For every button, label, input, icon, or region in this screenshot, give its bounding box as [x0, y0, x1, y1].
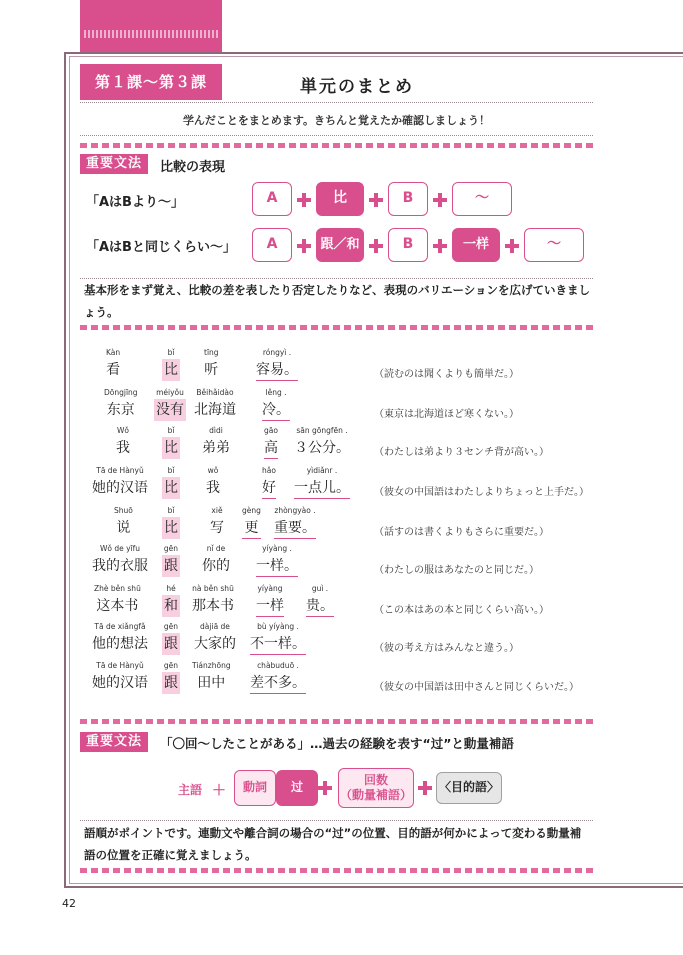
pinyin: Dōngjīng	[104, 388, 138, 397]
translation: （彼女の中国語はわたしよりちょっと上手だ。）	[374, 487, 589, 498]
hanzi: 比	[162, 477, 180, 499]
example-word	[92, 465, 148, 499]
pinyin: gēn	[163, 622, 179, 631]
pinyin: zhòngyào .	[274, 506, 316, 515]
hanzi: 她的汉语	[92, 675, 148, 691]
hanzi: 听	[204, 362, 219, 378]
hanzi: 跟	[162, 555, 180, 577]
header-tab-strip	[80, 0, 222, 52]
hanzi: 容易。	[256, 359, 298, 381]
hanzi: 更	[242, 517, 261, 539]
hanzi: 比	[162, 517, 180, 539]
plus-icon	[369, 193, 383, 207]
example-word	[256, 583, 284, 617]
example-word	[192, 583, 234, 617]
section1-title: 比較の表現	[160, 160, 226, 175]
intro-text: 学んだことをまとめます。きちんと覚えたか確認しましょう！	[182, 114, 491, 127]
hanzi: 我	[116, 440, 130, 456]
example-word	[162, 543, 180, 577]
example-word	[256, 347, 298, 381]
pinyin: dàjiā de	[200, 622, 230, 631]
example-word	[210, 505, 224, 539]
plus-sign: ＋	[212, 783, 226, 799]
pinyin: bù yíyàng .	[257, 622, 299, 631]
hanzi: 比	[162, 437, 180, 459]
hanzi: 一样	[256, 595, 284, 617]
subject-label: 主語	[178, 783, 203, 797]
translation: （話すのは書くよりもさらに重要だ。）	[374, 527, 549, 538]
pinyin: Zhè běn shū	[94, 584, 141, 593]
hanzi: 贵。	[306, 595, 334, 617]
example-word	[114, 505, 133, 539]
pinyin: hé	[166, 584, 176, 593]
example-word	[162, 505, 180, 539]
hanzi: 大家的	[194, 636, 236, 652]
pinyin: gèng	[242, 506, 261, 515]
count-label: 回数	[363, 773, 388, 787]
section1-top-stripe	[80, 143, 593, 148]
example-row	[86, 621, 596, 659]
pinyin: Tā de Hànyǔ	[96, 661, 144, 670]
hanzi: 说	[116, 520, 131, 536]
pattern2-box-yiyang: 一样	[452, 228, 500, 262]
pinyin: bǐ	[167, 348, 175, 357]
plus-icon	[433, 193, 447, 207]
example-word	[194, 387, 236, 421]
hanzi: 一样。	[256, 555, 298, 577]
translation: （わたしの服はあなたのと同じだ。）	[374, 565, 539, 576]
example-word	[162, 347, 180, 381]
translation: （わたしは弟より３センチ背が高い。）	[374, 447, 549, 458]
hanzi: 重要。	[274, 517, 316, 539]
example-word	[92, 543, 148, 577]
pattern1-box-bi: 比	[316, 182, 364, 216]
pinyin: hǎo	[262, 466, 276, 475]
example-word	[92, 660, 148, 694]
example-word	[162, 465, 180, 499]
plus-icon	[297, 193, 311, 207]
hanzi: 看	[106, 362, 121, 378]
example-word	[202, 543, 230, 577]
hanzi: 好	[262, 477, 276, 499]
hanzi: 她的汉语	[92, 480, 148, 496]
pinyin: gēn	[163, 544, 179, 553]
example-word	[162, 660, 180, 694]
plus-icon	[297, 239, 311, 253]
example-word	[194, 621, 236, 655]
verb-box: 動詞	[234, 770, 276, 806]
hanzi: 一点儿。	[294, 477, 350, 499]
guo-box: 过	[276, 770, 318, 806]
translation: （この本はあの本と同じくらい高い。）	[374, 605, 549, 616]
example-word	[204, 347, 219, 381]
pattern1-label: 「AはBより～」	[86, 195, 184, 210]
plus-icon	[318, 781, 332, 795]
example-word	[154, 387, 186, 421]
hanzi: 弟弟	[202, 440, 230, 456]
example-row	[86, 505, 596, 543]
hanzi: 跟	[162, 672, 180, 694]
title-divider	[80, 102, 593, 103]
pinyin: lěng .	[265, 388, 287, 397]
hanzi: 我	[206, 480, 220, 496]
pinyin: bǐ	[167, 426, 175, 435]
hanzi: 我的衣服	[92, 558, 148, 574]
example-word	[206, 465, 220, 499]
pinyin: bǐ	[167, 466, 175, 475]
translation: （読むのは聞くよりも簡単だ。）	[374, 369, 519, 380]
pinyin: Tiánzhōng	[192, 661, 231, 670]
pinyin: nà běn shū	[192, 584, 234, 593]
hanzi: 冷。	[262, 399, 290, 421]
example-word	[106, 347, 120, 381]
count-complement-box	[338, 768, 414, 808]
example-word	[264, 425, 278, 459]
hanzi: 不一样。	[250, 633, 306, 655]
pinyin: yíyàng	[257, 584, 283, 593]
example-word	[294, 425, 350, 459]
plus-icon	[505, 239, 519, 253]
object-box: 〈目的語〉	[436, 772, 502, 804]
section2-note: 語順がポイントです。連動文や離合詞の場合の“过”の位置、目的語が何かによって変わる動量補語の位置を正確に覚えましょう。	[84, 826, 582, 862]
hanzi: 没有	[154, 399, 186, 421]
count-sublabel: （動量補語）	[339, 788, 412, 802]
pinyin: sān gōngfēn .	[296, 426, 348, 435]
plus-icon	[418, 781, 432, 795]
example-row	[86, 543, 596, 581]
example-row	[86, 347, 596, 385]
section1-badge: 重要文法	[80, 154, 148, 174]
pattern2-box-b: B	[388, 228, 428, 262]
section2-title: 「〇回～したことがある」…過去の経験を表す“过”と動量補語	[160, 736, 514, 751]
pinyin: bǐ	[167, 506, 175, 515]
pinyin: yìdiǎnr .	[306, 466, 338, 475]
example-word	[116, 425, 130, 459]
pinyin: guì .	[311, 584, 329, 593]
pinyin: Wǒ	[116, 426, 129, 435]
hanzi: ３公分。	[294, 440, 350, 456]
pinyin: Shuō	[114, 506, 133, 515]
example-row	[86, 583, 596, 621]
example-word	[306, 583, 334, 617]
page-number: 42	[62, 897, 76, 910]
hanzi: 那本书	[192, 598, 234, 614]
section2-bottom-stripe	[80, 868, 593, 873]
lesson-range-tab: 第１課～第３課	[80, 64, 222, 100]
hanzi: 跟	[162, 633, 180, 655]
example-row	[86, 387, 596, 425]
example-word	[104, 387, 138, 421]
example-row	[86, 465, 596, 503]
example-word	[262, 465, 276, 499]
example-word	[274, 505, 316, 539]
plus-icon	[369, 239, 383, 253]
pinyin: chàbuduō .	[257, 661, 299, 670]
hanzi: 田中	[197, 675, 226, 691]
hanzi: 这本书	[96, 598, 139, 614]
hanzi: 他的想法	[92, 636, 148, 652]
pattern2-box-a: A	[252, 228, 292, 262]
translation: （東京は北海道ほど寒くない。）	[374, 409, 519, 420]
pinyin: róngyì .	[262, 348, 292, 357]
pinyin: yíyàng .	[262, 544, 292, 553]
intro-divider	[80, 135, 593, 136]
translation: （彼の考え方はみんなと違う。）	[374, 643, 519, 654]
translation: （彼女の中国語は田中さんと同じくらいだ。）	[374, 682, 579, 693]
pinyin: gāo	[264, 426, 278, 435]
hanzi: 写	[210, 520, 224, 536]
example-word	[202, 425, 230, 459]
example-word	[94, 583, 141, 617]
plus-icon	[433, 239, 447, 253]
hanzi: 高	[264, 437, 278, 459]
pinyin: wǒ	[207, 466, 219, 475]
note2-top-divider	[80, 820, 593, 821]
pattern1-box-a: A	[252, 182, 292, 216]
section2-badge: 重要文法	[80, 732, 148, 752]
example-word	[262, 387, 290, 421]
pinyin: Tā de xiǎngfǎ	[94, 622, 146, 631]
pinyin: méiyǒu	[156, 388, 184, 397]
example-word	[256, 543, 298, 577]
example-row	[86, 425, 596, 463]
hanzi: 东京	[106, 402, 135, 418]
pinyin: dìdi	[209, 426, 223, 435]
hanzi: 差不多。	[250, 672, 306, 694]
pinyin: Wǒ de yīfu	[99, 544, 141, 553]
pattern2-box-tilde: ～	[524, 228, 584, 262]
pinyin: gēn	[163, 661, 179, 670]
pinyin: Tā de Hànyǔ	[96, 466, 144, 475]
example-word	[250, 621, 306, 655]
pattern1-box-b: B	[388, 182, 428, 216]
pinyin: nǐ de	[206, 544, 226, 553]
example-word	[192, 660, 231, 694]
pattern2-label: 「AはBと同じくらい～」	[86, 240, 236, 255]
hanzi: 比	[162, 359, 180, 381]
hanzi: 北海道	[194, 402, 236, 418]
page-title: 単元のまとめ	[300, 77, 414, 97]
pinyin: xiě	[211, 506, 223, 515]
hanzi: 和	[162, 595, 180, 617]
section2-top-stripe	[80, 719, 593, 724]
example-word	[242, 505, 261, 539]
pattern2-box-gen-he: 跟／和	[316, 228, 364, 262]
example-word	[92, 621, 148, 655]
section1-note: 基本形をまず覚え、比較の差を表したり否定したりなど、表現のバリエーションを広げていきましょう。	[84, 283, 590, 319]
example-word	[294, 465, 350, 499]
pattern1-box-tilde: ～	[452, 182, 512, 216]
section1-bottom-stripe	[80, 325, 593, 330]
example-word	[162, 621, 180, 655]
pinyin: Běihǎidào	[196, 388, 234, 397]
hanzi: 你的	[202, 558, 230, 574]
pinyin: Kàn	[106, 348, 121, 357]
pinyin: tīng	[204, 348, 219, 357]
example-row	[86, 660, 596, 698]
example-word	[162, 425, 180, 459]
header-hatch	[84, 30, 218, 38]
example-word	[250, 660, 306, 694]
example-word	[162, 583, 180, 617]
